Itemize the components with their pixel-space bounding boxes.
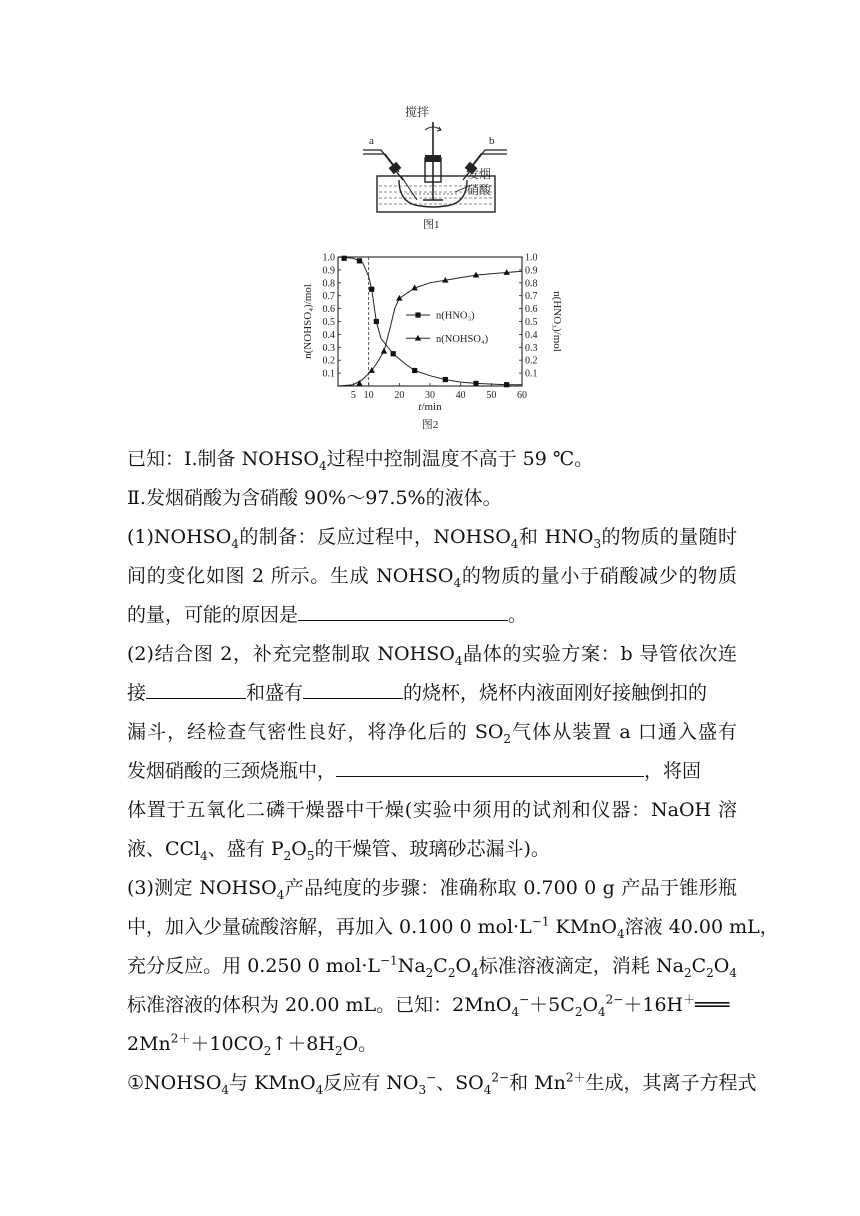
y-tick-label-left: 0.5 (322, 317, 335, 328)
text-l17-a: ①NOHSO (127, 1072, 222, 1094)
acid-label-1: 发烟 (467, 167, 492, 181)
text-l14-g: O (713, 955, 730, 977)
y-tick-label-right: 0.4 (525, 329, 538, 341)
text-l3-a: (1)NOHSO (127, 526, 232, 548)
text-l13-c: 溶液 40.00 mL， (624, 916, 779, 938)
text-l10-a: 体置于五氧化二磷干燥器中干燥(实验中须用的试剂和仪器：NaOH 溶 (127, 799, 737, 821)
nohso4-data-point (396, 295, 402, 301)
figure-1-apparatus (355, 100, 515, 235)
y-tick-label-right: 0.6 (525, 304, 538, 316)
stir-label: 搅拌 (405, 105, 430, 119)
y-tick-label-left: 0.9 (322, 265, 335, 277)
text-l14-p1: −1 (380, 953, 398, 968)
known-condition-2 (127, 479, 737, 518)
series-line-1 (338, 271, 522, 386)
x-axis-var: t (418, 401, 422, 413)
text-l12-b: 产品纯度的步骤：准确称取 0.700 0 g 产品于锥形瓶 (284, 877, 737, 899)
text-l12-s1: 4 (276, 887, 285, 902)
x-axis-unit: /min (421, 401, 442, 413)
text-l16-b: ＋10CO (190, 1033, 264, 1055)
text-l14-f: C (691, 955, 707, 977)
text-l14-e: 标准溶液滴定，消耗 Na (478, 955, 684, 977)
hno3-data-point (473, 381, 478, 386)
answer-blank-3[interactable] (303, 678, 403, 699)
x-tick-label: 50 (486, 390, 497, 401)
text-l15-p1: − (519, 992, 530, 1007)
known-condition-1 (127, 440, 737, 479)
text-l17-s4: 4 (483, 1082, 492, 1097)
question-2-line-2 (127, 674, 737, 713)
figure-1-caption: 图1 (423, 219, 440, 231)
question-3-sub-1 (127, 1064, 757, 1103)
y-tick-label-left: 0.7 (322, 291, 335, 303)
y-tick-label-right: 0.9 (525, 265, 538, 277)
y-axis-label-left: n(NOHSO₄)/mol (302, 284, 314, 359)
hno3-data-point (443, 377, 448, 382)
text-l6-b: 晶体的实验方案：b 导管依次连 (462, 643, 738, 665)
text-l11-s2: 2 (283, 848, 292, 863)
text-l8-s1: 2 (503, 731, 512, 746)
text-l7-a: 接 (127, 682, 147, 704)
question-1-line-3 (127, 596, 737, 635)
question-2-line-4 (127, 752, 737, 791)
plot-frame (338, 257, 522, 386)
text-l13-s1: 4 (617, 926, 625, 941)
text-l14-c: C (433, 955, 448, 977)
acid-label-2: 硝酸 (467, 183, 492, 197)
text-l3-s2: 4 (510, 536, 519, 551)
text-l11-c: O (291, 838, 307, 860)
question-2-line-1 (127, 635, 737, 674)
text-l14-s3: 4 (471, 965, 479, 980)
text-l11-b: 、盛有 P (207, 838, 284, 860)
text-l14-s5: 2 (706, 965, 714, 980)
answer-blank-4[interactable] (336, 756, 644, 777)
nohso4-data-point (381, 348, 387, 354)
text-l17-p3: 2＋ (565, 1070, 586, 1085)
text-l15-s2: 2 (574, 1004, 583, 1019)
x-tick-label: 5 (350, 390, 356, 401)
text-l3-s1: 4 (231, 536, 239, 551)
text-l15-a: 标准溶液的体积为 20.00 mL。已知：2MnO (127, 994, 512, 1016)
text-l16-d: O。 (342, 1033, 378, 1055)
port-a-label: a (369, 135, 374, 147)
text-l11-s3: 5 (306, 848, 315, 863)
text-l8-a: 漏斗，经检查气密性良好，将净化后的 SO (127, 721, 504, 743)
text-l4-a: 间的变化如图 2 所示。生成 NOHSO (127, 565, 454, 587)
text-l9-b: ，将固 (644, 760, 702, 782)
text-l15-p3: ＋ (683, 992, 696, 1007)
text-l15-b: ＋5C (529, 994, 575, 1016)
text-l17-s2: 4 (315, 1082, 324, 1097)
text-l14-a: 充分反应。用 0.250 0 mol·L (127, 955, 380, 977)
text-l11-d: 的干燥管、玻璃砂芯漏斗)。 (314, 838, 550, 860)
hno3-data-point (369, 287, 374, 292)
x-tick-label: 20 (394, 390, 405, 401)
hno3-data-point (391, 351, 396, 356)
text-l14-s4: 2 (683, 965, 692, 980)
text-l3-b: 的制备：反应过程中，NOHSO (238, 526, 511, 548)
text-l3-s3: 3 (593, 536, 602, 551)
text-l17-p1: − (426, 1070, 437, 1085)
text-l11-a: 液、CCl (127, 838, 201, 860)
text-l9-a: 发烟硝酸的三颈烧瓶中， (127, 760, 337, 782)
text-l1-s1: 4 (318, 458, 327, 473)
y-tick-label-right: 0.7 (525, 291, 538, 303)
text-l17-b: 与 KMnO (229, 1072, 316, 1094)
text-l7-b: 和盛有 (246, 682, 304, 704)
y-tick-label-right: 0.1 (525, 368, 538, 380)
answer-blank-2[interactable] (146, 678, 246, 699)
text-l3-d: 的物质的量随时 (601, 526, 737, 548)
text-l5-a: 的量，可能的原因是 (127, 604, 299, 626)
text-l17-s3: 3 (418, 1082, 427, 1097)
text-l3-c: 和 HNO (518, 526, 594, 548)
text-l14-d: O (455, 955, 472, 977)
question-3-line-4 (127, 986, 737, 1025)
legend-marker-triangle (415, 335, 421, 341)
question-2-line-5 (127, 791, 737, 830)
text-l17-s1: 4 (221, 1082, 230, 1097)
text-l14-s2: 2 (447, 965, 456, 980)
question-text (127, 440, 779, 1103)
legend-label-0: n(HNO₃) (436, 310, 475, 322)
text-l4-b: 的物质的量小于硝酸减少的物质 (461, 565, 737, 587)
hno3-data-point (374, 319, 379, 324)
text-l4-s1: 4 (453, 575, 462, 590)
y-tick-label-left: 0.8 (322, 278, 335, 290)
y-tick-label-left: 0.1 (322, 368, 335, 380)
text-l13-a: 中，加入少量硫酸溶解，再加入 0.100 0 mol·L (127, 916, 532, 938)
hno3-data-point (504, 382, 509, 387)
text-l8-b: 气体从装置 a 口通入盛有 (511, 721, 737, 743)
text-l12-a: (3)测定 NOHSO (127, 877, 277, 899)
text-l14-b: Na (397, 955, 426, 977)
question-2-line-6 (127, 830, 737, 869)
text-l14-s6: 4 (729, 965, 737, 980)
hno3-data-point (357, 258, 362, 263)
text-l13-p1: −1 (531, 914, 550, 929)
text-l17-d: 、SO (436, 1072, 484, 1094)
y-tick-label-left: 1.0 (322, 252, 335, 264)
y-tick-label-left: 0.3 (322, 342, 335, 354)
figure-2-chart (298, 244, 568, 436)
x-tick-label: 60 (517, 390, 527, 401)
hno3-data-point (412, 368, 417, 373)
y-tick-label-right: 0.3 (525, 342, 538, 354)
text-l14-s1: 2 (425, 965, 434, 980)
text-l6-s1: 4 (454, 653, 463, 668)
x-tick-label: 40 (455, 390, 466, 401)
question-1-line-1 (127, 518, 737, 557)
text-l15-d: ＋16H (623, 994, 684, 1016)
text-l16-c: ↑＋8H (271, 1033, 335, 1055)
x-axis-label (418, 401, 442, 413)
question-2-line-3 (127, 713, 737, 752)
chart-legend (406, 311, 489, 345)
text-l17-p2: 2− (491, 1070, 510, 1085)
question-3-line-2 (127, 908, 779, 947)
y-tick-label-left: 0.4 (322, 329, 335, 341)
text-l2-a: Ⅱ.发烟硝酸为含硝酸 90%～97.5%的液体。 (127, 487, 502, 509)
text-l15-s1: 4 (511, 1004, 520, 1019)
question-3-line-3 (127, 947, 737, 986)
question-1-line-2 (127, 557, 737, 596)
text-l6-a: (2)结合图 2，补充完整制取 NOHSO (127, 643, 455, 665)
y-tick-label-right: 0.5 (525, 317, 538, 328)
text-l15-p2: 2− (605, 992, 624, 1007)
legend-marker-square (415, 312, 420, 317)
text-l1-a: 已知：Ⅰ.制备 NOHSO (127, 448, 319, 470)
chart-svg (298, 244, 568, 436)
text-l15-s3: 4 (598, 1004, 606, 1019)
text-l1-b: 过程中控制温度不高于 59 ℃。 (326, 448, 594, 470)
x-tick-label: 30 (425, 390, 435, 401)
text-l17-f: 生成，其离子方程式 (585, 1072, 757, 1094)
y-tick-label-right: 0.2 (525, 355, 538, 367)
apparatus-drawing (355, 100, 515, 235)
answer-blank-1[interactable] (298, 600, 508, 621)
text-l16-a: 2Mn (127, 1033, 171, 1055)
text-l16-s1: 2 (263, 1043, 272, 1058)
legend-label-1: n(NOHSO₄) (436, 333, 489, 345)
text-l16-p1: 2＋ (170, 1031, 191, 1046)
x-tick-label: 10 (363, 390, 374, 401)
text-l17-e: 和 Mn (509, 1072, 566, 1094)
question-3-line-1 (127, 869, 737, 908)
y-axis-label-right: n(HNO₃)/mol (551, 291, 563, 352)
text-l16-s2: 2 (334, 1043, 343, 1058)
port-b-label: b (489, 135, 495, 147)
text-l7-c: 的烧杯，烧杯内液面刚好接触倒扣的 (403, 682, 708, 704)
text-l13-b: KMnO (549, 916, 618, 938)
text-l11-s1: 4 (200, 848, 208, 863)
hno3-data-point (342, 256, 347, 261)
question-3-line-5 (127, 1025, 737, 1064)
y-tick-label-right: 1.0 (525, 252, 538, 264)
text-l17-c: 反应有 NO (323, 1072, 419, 1094)
y-tick-label-right: 0.8 (525, 278, 538, 290)
series-line-0 (338, 257, 522, 385)
figure-2-caption: 图2 (421, 419, 439, 431)
text-l15-e: ═══ (695, 994, 730, 1016)
text-l5-b: 。 (508, 604, 528, 626)
y-tick-label-left: 0.2 (322, 355, 335, 367)
y-tick-label-left: 0.6 (322, 304, 335, 316)
text-l15-c: O (582, 994, 599, 1016)
